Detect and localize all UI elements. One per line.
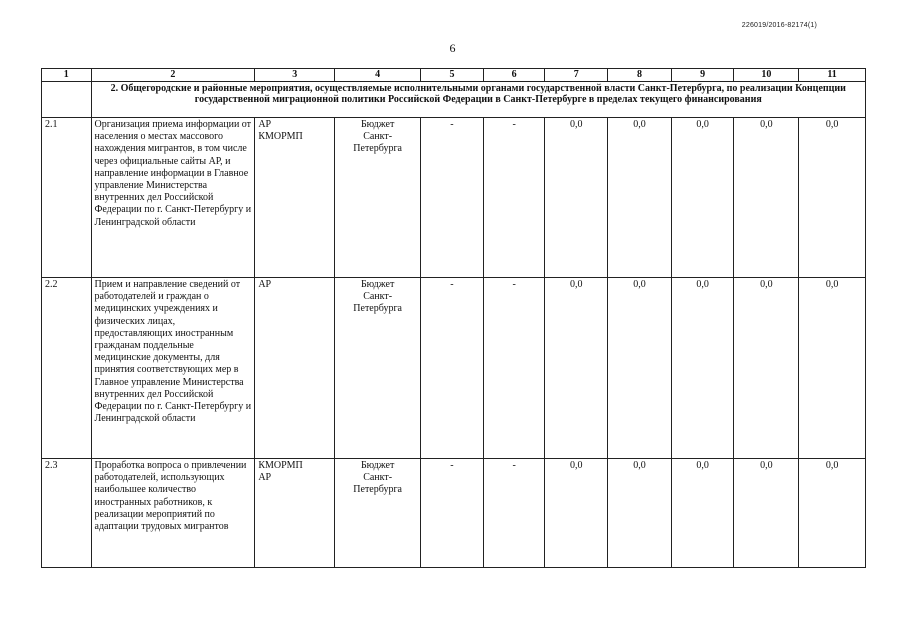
funding-source: Бюджет Санкт- Петербурга xyxy=(335,278,421,459)
table-row xyxy=(42,459,866,568)
section-header-row xyxy=(42,82,866,118)
cell-col5: - xyxy=(421,278,484,459)
measure-description: Организация приема информации от населения о местах массового нахождения мигрантов, в том числе через официальные сайты АР, и направление информации в Главное управление Министерства внутренних дел Российской Федерации по г. Санкт-Петербургу и Ленинградской области xyxy=(91,118,255,278)
col-header-5: 5 xyxy=(421,69,484,82)
document-id: 226019/2016-82174(1) xyxy=(741,22,817,29)
row-number: 2.2 xyxy=(42,278,92,459)
col-header-10: 10 xyxy=(734,69,799,82)
cell-col9: 0,0 xyxy=(671,278,734,459)
cell-col10: 0,0 xyxy=(734,278,799,459)
cell-col8: 0,0 xyxy=(608,459,672,568)
cell-col7: 0,0 xyxy=(545,459,608,568)
table-row xyxy=(42,278,866,459)
col-header-9: 9 xyxy=(671,69,734,82)
cell-col10: 0,0 xyxy=(734,459,799,568)
cell-col5: - xyxy=(421,459,484,568)
measures-table xyxy=(41,68,866,568)
row-number: 2.3 xyxy=(42,459,92,568)
cell-col11: 0,0 xyxy=(799,278,866,459)
col-header-11: 11 xyxy=(799,69,866,82)
cell-col9: 0,0 xyxy=(671,118,734,278)
cell-col7: 0,0 xyxy=(545,118,608,278)
cell-col7: 0,0 xyxy=(545,278,608,459)
column-number-row xyxy=(42,69,866,82)
executor: АР xyxy=(255,278,335,459)
page-number: 6 xyxy=(449,41,456,55)
measure-description: Проработка вопроса о привлечении работодателей, использующих наибольшее количество иностранных работников, к реализации мероприятий по адаптации трудовых мигрантов xyxy=(91,459,255,568)
section-title: 2. Общегородские и районные мероприятия, осуществляемые исполнительными органами государственной власти Санкт-Петербурга, по реализации Концепции государственной миграционной политики Российской Федерации в Санкт-Петербурге в пределах текущего финансирования xyxy=(91,82,865,118)
col-header-7: 7 xyxy=(545,69,608,82)
funding-source: Бюджет Санкт- Петербурга xyxy=(335,459,421,568)
col-header-6: 6 xyxy=(483,69,545,82)
col-header-1: 1 xyxy=(42,69,92,82)
table-row xyxy=(42,118,866,278)
row-number: 2.1 xyxy=(42,118,92,278)
cell-col8: 0,0 xyxy=(608,278,672,459)
cell-col10: 0,0 xyxy=(734,118,799,278)
col-header-2: 2 xyxy=(91,69,255,82)
cell-col6: - xyxy=(483,459,545,568)
cell-col11: 0,0 xyxy=(799,118,866,278)
cell-col9: 0,0 xyxy=(671,459,734,568)
cell-col6: - xyxy=(483,278,545,459)
cell-col6: - xyxy=(483,118,545,278)
col-header-8: 8 xyxy=(608,69,672,82)
cell-col11: 0,0 xyxy=(799,459,866,568)
col-header-4: 4 xyxy=(335,69,421,82)
cell-col8: 0,0 xyxy=(608,118,672,278)
executor: АР КМОРМП xyxy=(255,118,335,278)
measure-description: Прием и направление сведений от работодателей и граждан о медицинских учреждениях и физических лицах, предоставляющих иностранным гражданам поддельные медицинские документы, для принятия соответствующих мер в Главное управление Министерства внутренних дел Российской Федерации по г. Санкт-Петербургу и Ленинградской области xyxy=(91,278,255,459)
executor: КМОРМП АР xyxy=(255,459,335,568)
cell-col5: - xyxy=(421,118,484,278)
col-header-3: 3 xyxy=(255,69,335,82)
funding-source: Бюджет Санкт- Петербурга xyxy=(335,118,421,278)
